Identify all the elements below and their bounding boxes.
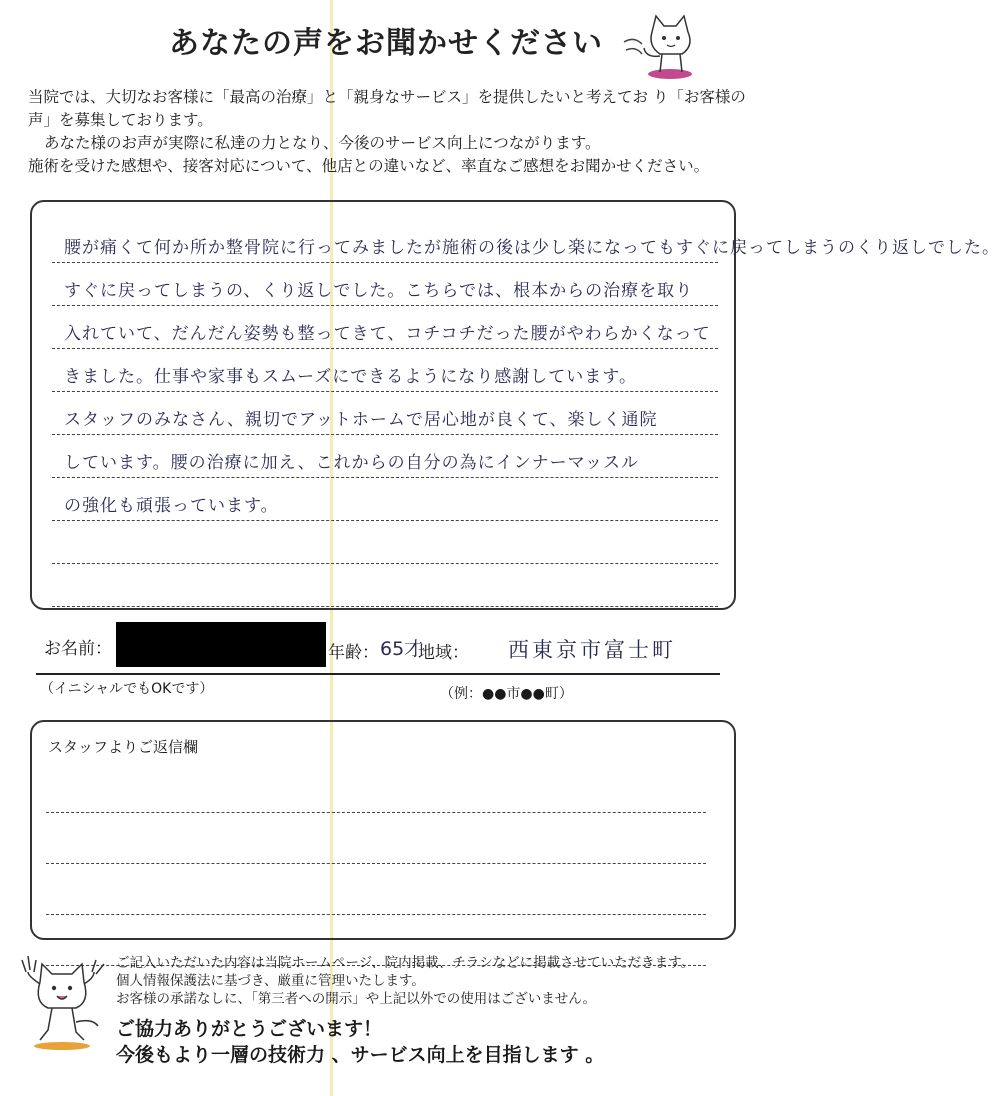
name-row [36, 622, 736, 672]
cat-mascot-icon [622, 12, 702, 82]
reply-line[interactable] [46, 864, 706, 915]
age-value: 65才 [380, 638, 424, 660]
answer-line [52, 306, 718, 349]
area-label: 地域： [418, 643, 469, 663]
reply-line[interactable] [46, 813, 706, 864]
intro-paragraph: あなた様のお声が実際に私達の力となり、今後のサービス向上につながります。 [44, 134, 601, 152]
handwritten-text: の強化も頑張っています。 [64, 496, 279, 516]
notice-line: 個人情報保護法に基づき、厳重に管理いたします。 [116, 973, 425, 989]
thanks-message: ご協力ありがとうございます！ [116, 1018, 383, 1040]
initial-note: （イニシャルでもOKです） [40, 681, 214, 697]
answer-lines [52, 220, 1000, 607]
answer-line [52, 521, 718, 564]
name-underline [36, 673, 720, 675]
reply-label: スタッフよりご返信欄 [48, 738, 199, 756]
reply-line[interactable] [46, 762, 706, 813]
answer-line [52, 435, 718, 478]
notice-line: お客様の承諾なしに、「第三者への開示」や上記以外での使用はございません。 [116, 991, 597, 1007]
intro-paragraph: 施術を受けた感想や、接客対応について、他店との違いなど、率直なご感想をお聞かせください。 [28, 157, 710, 175]
area-value: 西東京市富士町 [508, 638, 676, 662]
staff-reply-box [30, 720, 736, 940]
intro-text [28, 86, 748, 178]
name-label: お名前： [44, 639, 112, 659]
example-note: （例：●●市●●町） [440, 686, 573, 702]
answer-box [30, 200, 1000, 610]
answer-line [52, 349, 718, 392]
handwritten-text: 入れていて、だんだん姿勢も整ってきて、コチコチだった腰がやわらかくなって [64, 324, 711, 344]
name-redaction [116, 622, 326, 667]
answer-line [52, 220, 1000, 263]
intro-paragraph: 当院では、大切なお客様に「最高の治療」と「親身なサービス」を提供したいと考えてお り「お客様の声」を募集しております。 [28, 88, 746, 129]
handwritten-text: スタッフのみなさん、親切でアットホームで居心地が良くて、楽しく通院 [64, 410, 658, 430]
age-label: 年齢： [328, 643, 379, 663]
answer-line [52, 263, 718, 306]
answer-line [52, 478, 718, 521]
goal-message: 今後もより一層の技術力 、サービス向上を目指します 。 [116, 1044, 605, 1066]
answer-line [52, 564, 718, 607]
reply-lines [46, 762, 706, 966]
handwritten-text: きました。仕事や家事もスムーズにできるようになり感謝しています。 [64, 367, 637, 387]
handwritten-text: しています。腰の治療に加え、これからの自分の為にインナーマッスル [64, 453, 639, 473]
page-title: あなたの声をお聞かせください [169, 26, 603, 61]
notice-line: ご記入いただいた内容は当院ホームページ、院内掲載、チラシなどに掲載させていただきます。 [116, 955, 695, 971]
privacy-notice [116, 954, 766, 1008]
answer-line [52, 392, 718, 435]
handwritten-text: すぐに戻ってしまうの、くり返しでした。こちらでは、根本からの治療を取り [64, 281, 694, 301]
cat-mascot-icon [14, 952, 110, 1052]
handwritten-text: 腰が痛くて何か所か整骨院に行ってみましたが施術の後は少し楽になってもすぐに戻ってしまうのくり返しでした。 [64, 238, 1000, 258]
